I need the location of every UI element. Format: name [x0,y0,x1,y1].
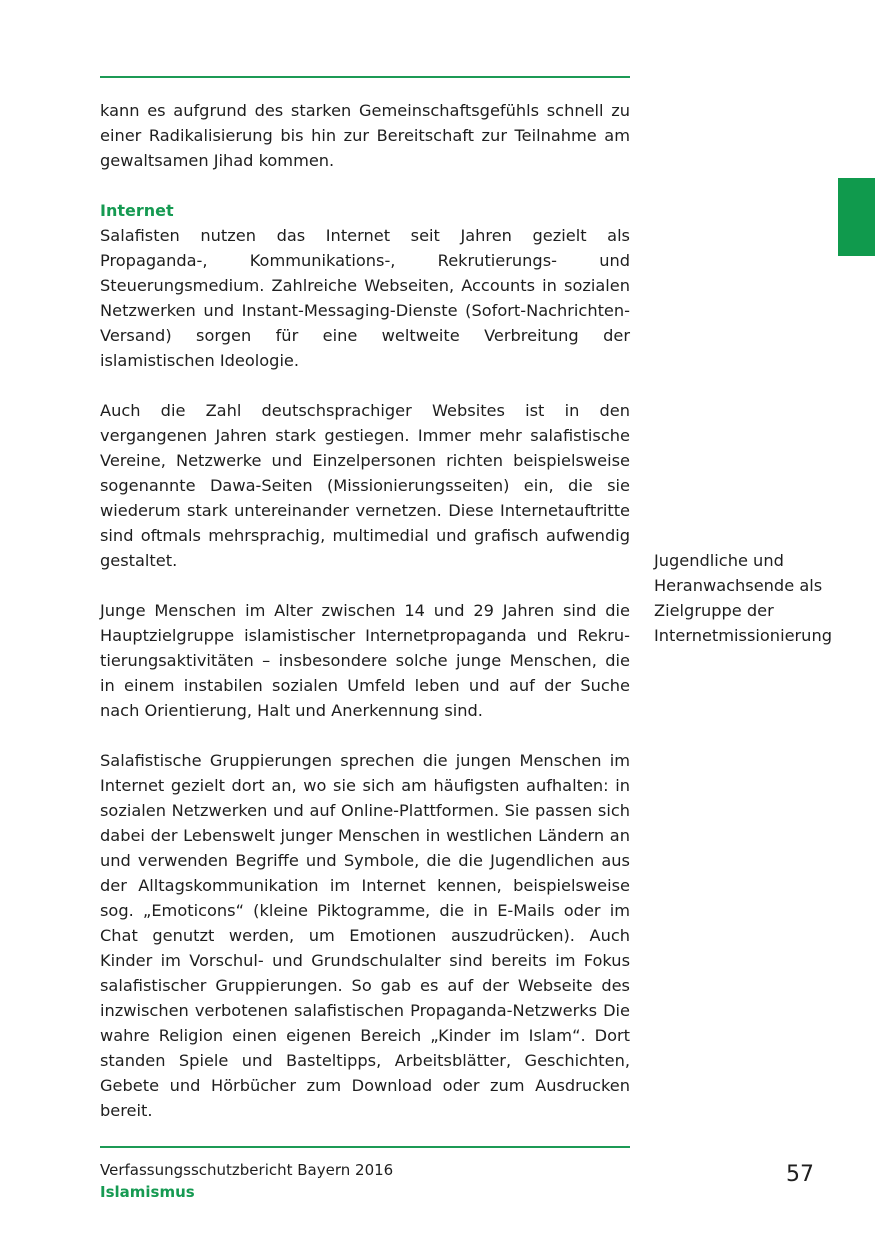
spacer [100,723,630,748]
bottom-rule [100,1146,630,1148]
spacer [100,373,630,398]
margin-note: Jugendliche und Heranwachsende als Zielgruppe der Internetmissionierung [654,551,832,645]
page-number: 57 [786,1162,814,1187]
footer-publication-title: Verfassungsschutzbericht Bayern 2016 [100,1161,394,1179]
intro-paragraph: kann es aufgrund des starken Gemeinschaftsgefühls schnell zu einer Radikalisierung bis hin zur Bereitschaft zur Teilnahme am gewaltsamen Jihad kommen. [100,101,630,170]
paragraph-4: Salafistische Gruppierungen sprechen die jungen Menschen im Internet gezielt dort an, wo sie sich am häufigsten aufhalten: in sozialen Netzwerken und auf Online-Plattformen. Sie passen sich dabei der Lebenswelt junger Menschen in westlichen Ländern an und verwenden Begriffe und Symbole, die die Jugendlichen aus der Alltagskommunikation im Internet kennen, beispielsweise sog. „Emoticons“ (kleine Piktogramme, die in E-Mails oder im Chat genutzt werden, um Emotionen auszudrücken). Auch Kinder im Vorschul- und Grundschulalter sind bereits im Fokus salafistischer Gruppierungen. So gab es auf der Webseite des inzwischen verbotenen salafistischen Propaganda-Netzwerks Die wahre Religion einen eigenen Bereich „Kinder im Islam“. Dort standen Spiele und Basteltipps, Arbeitsblätter, Geschichten, Gebete und Hörbücher zum Download oder zum Ausdrucken bereit. [100,751,630,1120]
paragraph-2: Auch die Zahl deutschsprachiger Websites ist in den vergangenen Jahren stark gestiegen. Immer mehr salafistische Vereine, Netzwerke und Einzelpersonen richten beispielsweise sogenannte Dawa-Seiten (Missionierungsseiten) ein, die sie wiederum stark untereinander vernetzen. Diese Internetauftritte sind oftmals mehrsprachig, multimedial und grafisch aufwendig gestaltet. [100,401,630,570]
spacer [100,573,630,598]
section-heading: Internet [100,201,174,220]
paragraph-1: Salafisten nutzen das Internet seit Jahren gezielt als Propaganda-, Kommunikations-, Rekrutierungs- und Steuerungsmedium. Zahlreiche Webseiten, Accounts in sozialen Netzwerken und Instant-Messaging-Dienste (Sofort-Nachrichten-Versand) sorgen für eine weltweite Verbreitung der islamistischen Ideologie. [100,226,630,370]
main-column [100,98,630,1123]
top-rule [100,76,630,78]
footer-section-name: Islamismus [100,1183,195,1201]
paragraph-3: Junge Menschen im Alter zwischen 14 und 29 Jahren sind die Hauptzielgruppe islamistischer Internetpropaganda und Rekrutierungsaktivitäten – insbesondere solche junge Menschen, die in einem instabilen sozialen Umfeld leben und auf der Suche nach Orientierung, Halt und Anerkennung sind. [100,601,630,720]
spacer [100,173,630,198]
chapter-tab-marker [838,178,875,256]
